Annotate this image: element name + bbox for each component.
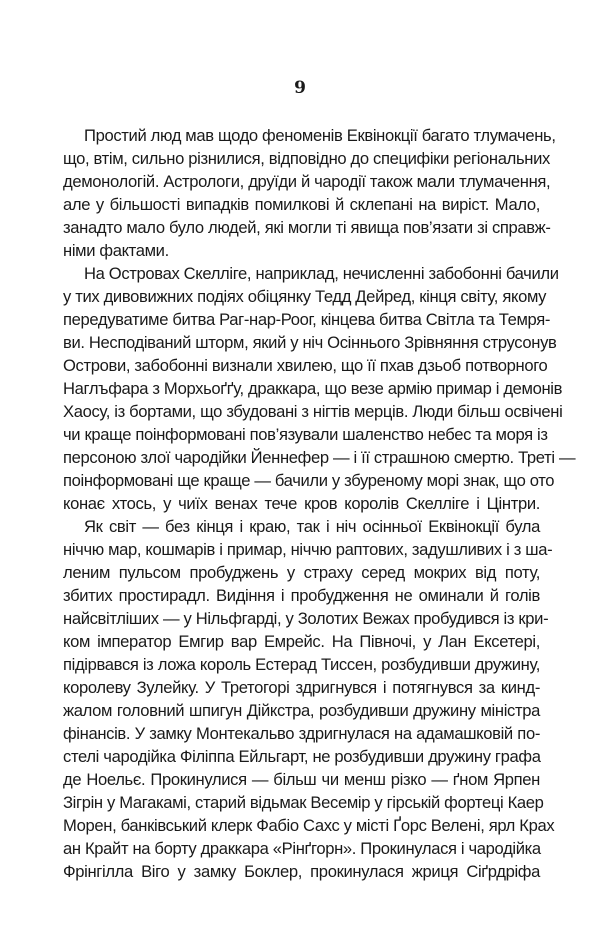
paragraph-1-line-1: Простий люд мав щодо феноменів Еквінокції багато тлумачень, [84, 126, 556, 145]
paragraph-2-line-5: Острови, забобонні визнали хвилею, що її пхав дзьоб потворного [63, 356, 548, 375]
body-text [63, 124, 576, 883]
paragraph-3-line-6: ком імператор Емгир вар Емрейс. На Півночі, у Лан Ексетері, [63, 632, 540, 651]
paragraph-2-line-10: поінформовані ще краще — бачили у збуреному морі знак, що ото [63, 471, 555, 490]
paragraph-2-line-4: ви. Несподіваний шторм, який у ніч Осіннього Зрівняння струсонув [63, 333, 557, 352]
paragraph-3-line-1: Як світ — без кінця і краю, так і ніч осінньої Еквінокції була [84, 517, 540, 536]
paragraph-2-line-3: передуватиме битва Раг-нар-Роог, кінцева битва Світла та Темря- [63, 310, 551, 329]
paragraph-2-line-6: Наглъфара з Морхьоґґу, драккара, що везе армію примар і демонів [63, 379, 563, 398]
page-number: 9 [294, 78, 306, 98]
paragraph-2-line-9: персоною злої чародійки Йеннефер — і її страшною смертю. Треті — [63, 448, 576, 467]
paragraph-1-line-5: занадто мало було людей, які могли ті явища пов’язати зі справж- [63, 218, 551, 237]
paragraph-3-line-16: Фрінгілла Віго у замку Боклер, прокинулася жриця Сіґрдріфа [63, 862, 540, 881]
paragraph-1-line-6: німи фактами. [63, 241, 169, 260]
paragraph-1-line-2: що, втім, сильно різнилися, відповідно до специфіки регіональних [63, 149, 550, 168]
paragraph-1-line-4: але у більшості випадків помилкові й склепані на виріст. Мало, [63, 195, 540, 214]
paragraph-3-line-15: ан Крайт на борту драккара «Рінґгорн». Прокинулася і чародійка [63, 839, 541, 858]
paragraph-3-line-11: стелі чародійка Філіппа Ейльгарт, не розбудивши дружину графа [63, 747, 541, 766]
paragraph-3-line-3: леним пульсом пробуджень у страху серед мокрих від поту, [63, 563, 540, 582]
paragraph-3-line-14: Морен, банківський клерк Фабіо Сахс у місті Ґорс Велені, ярл Крах [63, 816, 555, 835]
paragraph-3-line-4: збитих простирадл. Видіння і пробудження не оминали й голів [63, 586, 540, 605]
paragraph-1-line-3: демонологій. Астрологи, друїди й чародії також мали тлумачення, [63, 172, 551, 191]
paragraph-3-line-12: де Ноельє. Прокинулися — більш чи менш різко — ґном Ярпен [63, 770, 540, 789]
paragraph-3-line-8: королеву Зулейку. У Третогорі здригнувся і потягнувся за кинд- [63, 678, 540, 697]
paragraph-2-line-1: На Островах Скелліге, наприклад, нечисленні забобонні бачили [84, 264, 559, 283]
paragraph-2-line-7: Хаосу, із бортами, що збудовані з нігтів мерців. Люди більш освічені [63, 402, 563, 421]
paragraph-3-line-7: підірвався із ложа король Естерад Тиссен, розбудивши дружину, [63, 655, 540, 674]
paragraph-3-line-13: Зігрін у Магакамі, старий відьмак Весемір у гірській фортеці Каер [63, 793, 544, 812]
paragraph-3-line-2: ніччю мар, кошмарів і примар, ніччю раптових, задушливих і з ша- [63, 540, 553, 559]
paragraph-2-line-11: конає хтось, у чиїх венах тече кров королів Скелліге і Цінтри. [63, 494, 540, 513]
paragraph-3-line-9: жалом головний шпигун Дійкстра, розбудивши дружину міністра [63, 701, 540, 720]
paragraph-3-line-5: найсвітліших — у Нільфгарді, у Золотих Вежах пробудився із кри- [63, 609, 549, 628]
paragraph-3-line-10: фінансів. У замку Монтекальво здригнулася на адамашковій по- [63, 724, 540, 743]
paragraph-2-line-8: чи краще поінформовані пов’язували шаленство небес та моря із [63, 425, 548, 444]
paragraph-2-line-2: у тих дивовижних подіях обіцянку Тедд Дейред, кінця світу, якому [63, 287, 547, 306]
